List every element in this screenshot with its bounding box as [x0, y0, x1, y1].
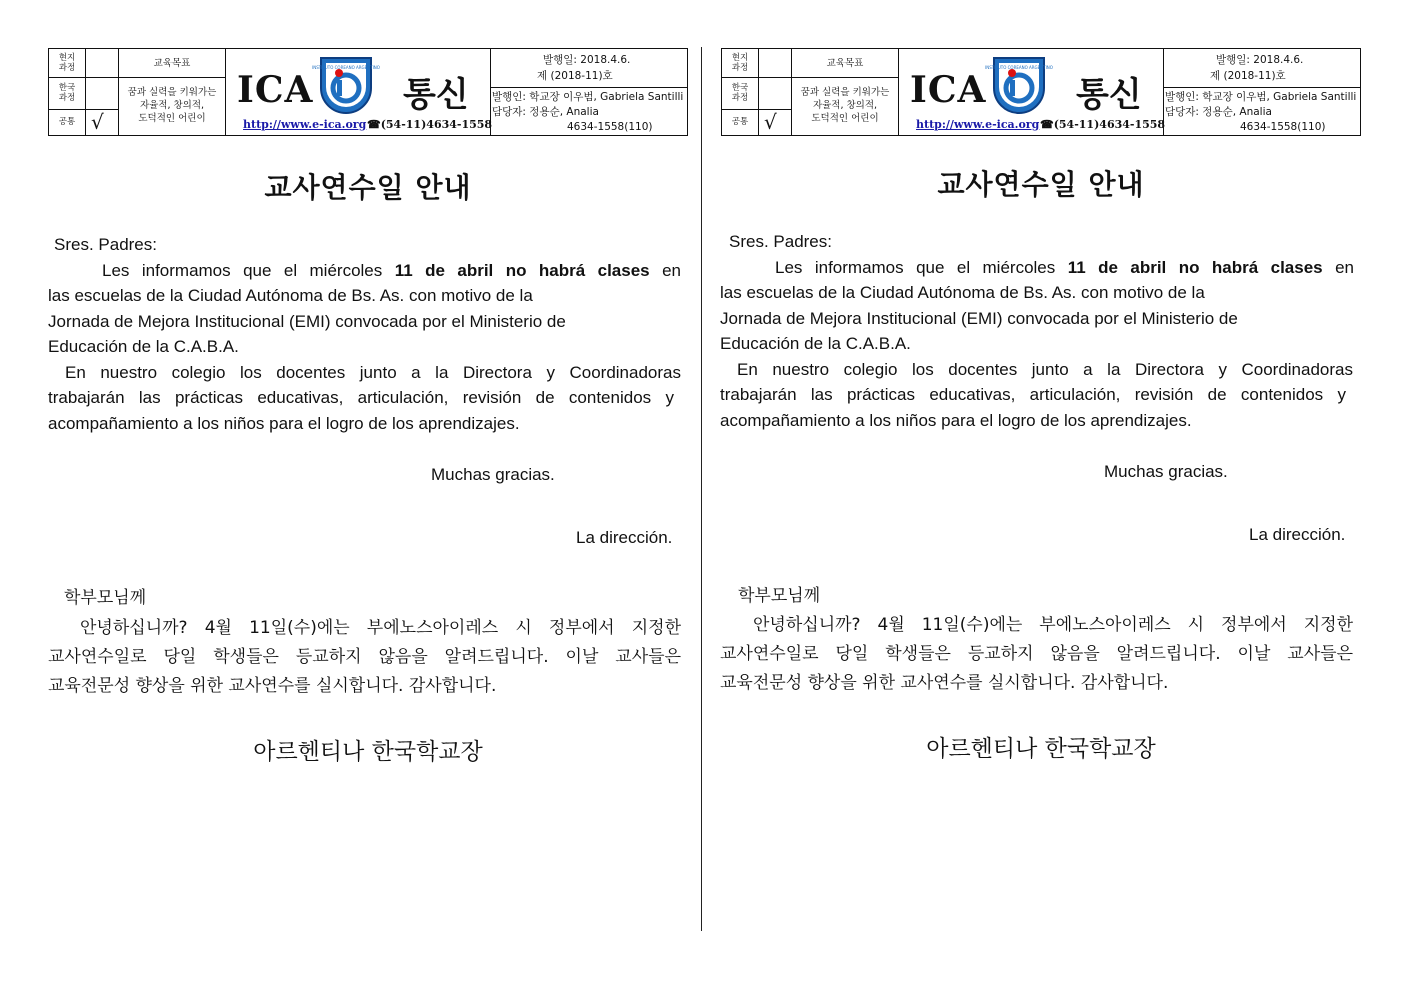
contact-phone: 4634-1558(110) [1240, 121, 1326, 133]
spanish-line-1: Les informamos que el miércoles 11 de abril no habrá clases en [102, 261, 681, 280]
spanish-thanks: Muchas gracias. [1104, 462, 1228, 481]
check-mark: √ [764, 110, 777, 134]
contact-person: 담당자: 정용순, Analia [492, 106, 599, 118]
header-table [48, 48, 688, 136]
newsletter-right [721, 48, 1361, 948]
goal-text-3: 도덕적인 어린이 [811, 113, 879, 124]
school-phone: ☎(54-11)4634-1558 [367, 118, 493, 131]
school-url-link[interactable]: http://www.e-ica.org [916, 118, 1040, 131]
logo-lettering: INSTITUTO COREANO ARGENTINO [312, 65, 380, 70]
spanish-greeting: Sres. Padres: [54, 235, 157, 254]
spanish-thanks: Muchas gracias. [431, 465, 555, 484]
spanish-line-4: Educación de la C.A.B.A. [720, 334, 911, 353]
goal-text-3: 도덕적인 어린이 [138, 113, 206, 124]
spanish-signature: La dirección. [576, 528, 673, 547]
newsletter-title: 통신 [1076, 75, 1142, 115]
publisher: 발행인: 학교장 이우범, Gabriela Santilli [492, 91, 684, 103]
spanish-line-1: Les informamos que el miércoles 11 de abril no habrá clases en [775, 258, 1354, 277]
school-name: ICA [237, 69, 314, 111]
course-label-korean: 한국 과정 [731, 83, 749, 103]
korean-line-2: 교사연수일로 당일 학생들은 등교하지 않음을 알려드립니다. 이날 교사들은 [720, 644, 1353, 664]
page-title: 교사연수일 안내 [937, 168, 1145, 201]
school-url-link[interactable]: http://www.e-ica.org [243, 118, 367, 131]
publisher: 발행인: 학교장 이우범, Gabriela Santilli [1165, 91, 1357, 103]
issue-date: 발행일: 2018.4.6. [543, 54, 631, 66]
korean-greeting: 학부모님께 [64, 588, 147, 608]
korean-line-3: 교육전문성 향상을 위한 교사연수를 실시합니다. 감사합니다. [720, 673, 1169, 693]
course-label-korean: 한국 과정 [58, 83, 76, 103]
school-phone: ☎(54-11)4634-1558 [1040, 118, 1166, 131]
korean-signature: 아르헨티나 한국학교장 [926, 736, 1156, 762]
goal-label: 교육목표 [153, 58, 191, 69]
korean-line-2: 교사연수일로 당일 학생들은 등교하지 않음을 알려드립니다. 이날 교사들은 [48, 647, 681, 667]
korean-line-3: 교육전문성 향상을 위한 교사연수를 실시합니다. 감사합니다. [48, 676, 497, 696]
spanish-line-6: trabajarán las prácticas educativas, articulación, revisión de contenidos y [720, 385, 1346, 404]
course-label-common: 공통 [58, 117, 76, 127]
spanish-line-2: las escuelas de la Ciudad Autónoma de Bs. As. con motivo de la [48, 286, 533, 305]
korean-signature: 아르헨티나 한국학교장 [253, 739, 483, 765]
page-title: 교사연수일 안내 [264, 171, 472, 204]
check-mark: √ [91, 110, 104, 134]
spanish-line-3: Jornada de Mejora Institucional (EMI) convocada por el Ministerio de [720, 309, 1238, 328]
issue-number: 제 (2018-11)호 [537, 70, 613, 82]
logo-lettering: INSTITUTO COREANO ARGENTINO [985, 65, 1053, 70]
spanish-signature: La dirección. [1249, 525, 1346, 544]
header-table [721, 48, 1361, 136]
spanish-line-6: trabajarán las prácticas educativas, articulación, revisión de contenidos y [48, 388, 674, 407]
issue-date: 발행일: 2018.4.6. [1216, 54, 1304, 66]
course-label-local: 현지 과정 [731, 53, 749, 73]
contact-phone: 4634-1558(110) [567, 121, 653, 133]
goal-text-2: 자율적, 창의적, [139, 100, 205, 111]
contact-person: 담당자: 정용순, Analia [1165, 106, 1272, 118]
korean-line-1: 안녕하십니까? 4월 11일(수)에는 부에노스아이레스 시 정부에서 지정한 [753, 615, 1353, 635]
spanish-line-4: Educación de la C.A.B.A. [48, 337, 239, 356]
school-logo-icon [312, 54, 380, 112]
spanish-line-7: acompañamiento a los niños para el logro de los aprendizajes. [48, 414, 520, 433]
spanish-line-7: acompañamiento a los niños para el logro de los aprendizajes. [720, 411, 1192, 430]
spanish-line-3: Jornada de Mejora Institucional (EMI) convocada por el Ministerio de [48, 312, 566, 331]
newsletter-title: 통신 [403, 75, 469, 115]
korean-line-1: 안녕하십니까? 4월 11일(수)에는 부에노스아이레스 시 정부에서 지정한 [80, 618, 681, 638]
goal-label: 교육목표 [826, 58, 864, 69]
school-name: ICA [910, 69, 987, 111]
issue-number: 제 (2018-11)호 [1210, 70, 1286, 82]
goal-text-2: 자율적, 창의적, [812, 100, 878, 111]
spanish-line-5: En nuestro colegio los docentes junto a la Directora y Coordinadoras [737, 360, 1353, 379]
spanish-line-5: En nuestro colegio los docentes junto a la Directora y Coordinadoras [65, 363, 681, 382]
newsletter-left [48, 48, 688, 948]
course-label-local: 현지 과정 [58, 53, 76, 73]
spanish-greeting: Sres. Padres: [729, 232, 832, 251]
korean-greeting: 학부모님께 [738, 586, 821, 606]
goal-text-1: 꿈과 실력을 키워가는 [127, 87, 217, 98]
page-divider [701, 47, 702, 931]
course-label-common: 공통 [731, 117, 749, 127]
spanish-line-2: las escuelas de la Ciudad Autónoma de Bs. As. con motivo de la [720, 283, 1205, 302]
school-logo-icon [985, 54, 1053, 112]
goal-text-1: 꿈과 실력을 키워가는 [800, 87, 890, 98]
